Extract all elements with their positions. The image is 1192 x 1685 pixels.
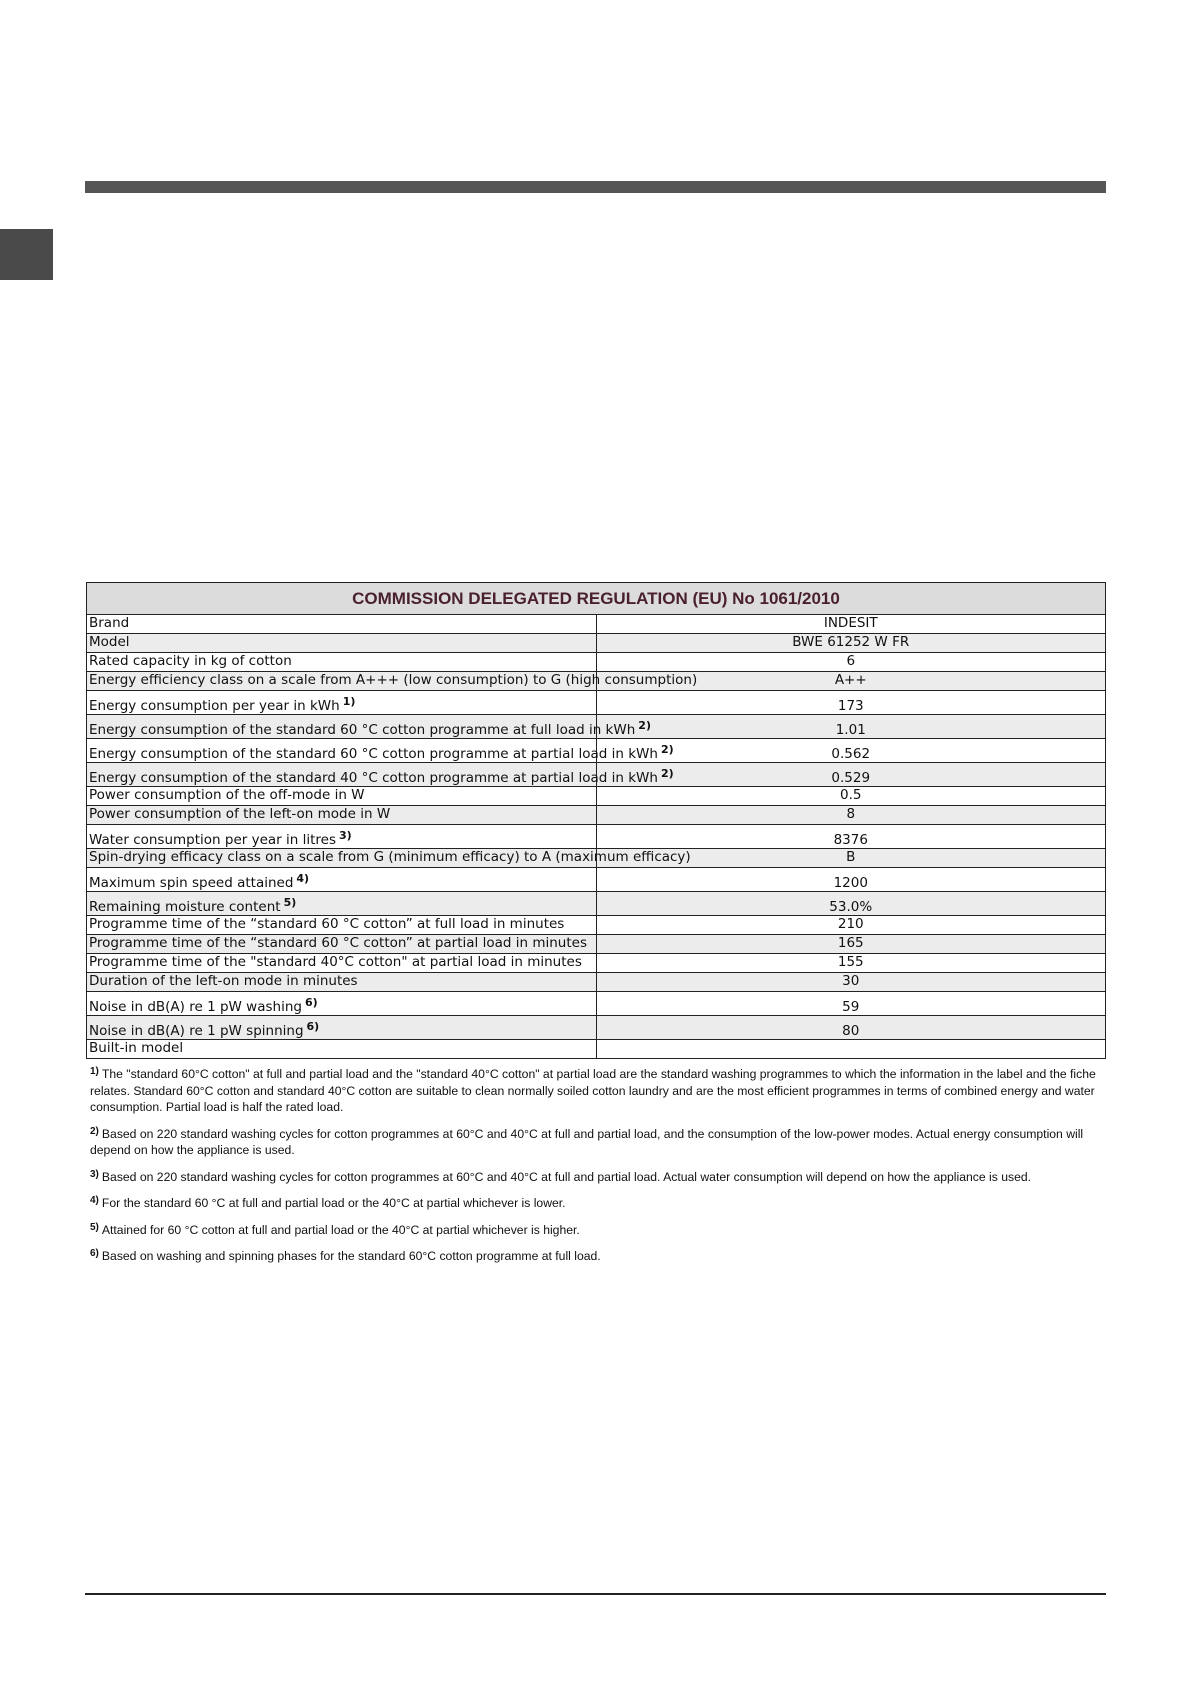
row-value: 1.01 [596, 715, 1106, 739]
row-label-cell [87, 992, 597, 1016]
table-row [87, 634, 1106, 653]
footnote-mark: 5) [90, 1221, 99, 1233]
row-label: Power consumption of the off-mode in W [89, 787, 365, 804]
footnote-ref: 4) [296, 871, 310, 885]
row-label-cell [87, 715, 651, 739]
regulation-table [86, 582, 1106, 1059]
table-row [87, 935, 1106, 954]
row-label: Spin-drying efficacy class on a scale from G (minimum efficacy) to A (maximum efficacy) [89, 849, 691, 866]
row-value: 0.5 [596, 787, 1106, 806]
footnote-mark: 3) [90, 1168, 99, 1180]
footnote-mark: 6) [90, 1248, 99, 1259]
row-label-cell [87, 763, 674, 787]
row-label: Energy efficiency class on a scale from A+++ (low consumption) to G (high consumption) [89, 672, 698, 689]
row-value: 53.0% [596, 892, 1106, 916]
row-value: B [596, 849, 1106, 868]
footnote-text: The "standard 60°C cotton" at full and partial load and the "standard 40°C cotton" at partial load are the standard washing programmes to which the information in the label and the fiche relates. Standard 60°C cotton and standard 40°C cotton are suitable to clean normally soiled cotton laundry and are the most efficient programmes in terms of combined energy and water consumption. Partial load is half the rated load. [90, 1067, 1096, 1114]
row-label: Energy consumption of the standard 60 °C cotton programme at full load in kWh [89, 721, 636, 738]
row-label: Programme time of the "standard 40°C cotton" at partial load in minutes [89, 954, 582, 971]
row-label: Duration of the left-on mode in minutes [89, 973, 358, 990]
row-label: Programme time of the “standard 60 °C cotton” at partial load in minutes [89, 935, 587, 952]
row-label: Programme time of the “standard 60 °C cotton” at full load in minutes [89, 916, 565, 933]
table-row [87, 825, 1106, 849]
row-value: 8 [596, 806, 1106, 825]
table-row [87, 954, 1106, 973]
row-label-cell [87, 615, 597, 634]
row-label: Energy consumption of the standard 40 °C cotton programme at partial load in kWh [89, 769, 658, 786]
row-value: BWE 61252 W FR [596, 634, 1106, 653]
table-body [87, 615, 1106, 1059]
row-value: INDESIT [596, 615, 1106, 634]
footnote-text: Based on washing and spinning phases for the standard 60°C cotton programme at full load. [101, 1249, 601, 1263]
row-label: Maximum spin speed attained [89, 874, 294, 891]
row-label: Noise in dB(A) re 1 pW washing [89, 998, 302, 1015]
row-label-cell [87, 634, 597, 653]
row-value: 0.562 [596, 739, 1106, 763]
footnote-ref: 2) [660, 766, 674, 780]
row-label-cell [87, 868, 597, 892]
row-label-cell [87, 954, 597, 973]
table-row [87, 916, 1106, 935]
row-label: Noise in dB(A) re 1 pW spinning [89, 1022, 304, 1039]
table-row [87, 892, 1106, 916]
row-label-cell [87, 787, 597, 806]
row-value: 6 [596, 653, 1106, 672]
footnote-mark: 1) [90, 1066, 99, 1077]
row-label: Energy consumption per year in kWh [89, 697, 340, 714]
row-value: 80 [596, 1016, 1106, 1040]
footnote-ref: 3) [339, 828, 352, 842]
footnote [90, 1193, 1102, 1212]
row-value: 155 [596, 954, 1106, 973]
row-label-cell [87, 825, 597, 849]
row-label-cell [87, 739, 674, 763]
table-title: COMMISSION DELEGATED REGULATION (EU) No 1061/2010 [87, 583, 1106, 615]
row-value: 8376 [596, 825, 1106, 849]
table-row [87, 849, 1106, 868]
row-value: 30 [596, 973, 1106, 992]
footnote-ref: 6) [304, 995, 318, 1009]
row-label: Water consumption per year in litres [89, 831, 337, 848]
footnote [90, 1246, 1102, 1265]
footnote-text: Based on 220 standard washing cycles for cotton programmes at 60°C and 40°C at full and partial load. Actual water consumption will depend on how the appliance is used. [101, 1169, 1032, 1184]
row-value [596, 1040, 1106, 1059]
footnote-ref: 2) [660, 742, 674, 756]
row-label: Built-in model [89, 1040, 184, 1057]
footnote-text: Based on 220 standard washing cycles for cotton programmes at 60°C and 40°C at full and partial load, and the consumption of the low-power modes. Actual energy consumption will depend on how the appliance is used. [90, 1126, 1084, 1157]
footnote-mark: 4) [90, 1195, 99, 1206]
row-value: 59 [596, 992, 1106, 1016]
footer-rule [85, 1593, 1106, 1595]
footnote-text: For the standard 60 °C at full and partial load or the 40°C at partial whichever is lower. [101, 1196, 566, 1210]
table-row [87, 1016, 1106, 1040]
row-label-cell [87, 806, 597, 825]
footnote-text: Attained for 60 °C cotton at full and partial load or the 40°C at partial whichever is higher. [101, 1222, 580, 1237]
row-value: 165 [596, 935, 1106, 954]
language-tab [0, 229, 53, 280]
footnote-mark: 2) [90, 1125, 99, 1137]
footnote-ref: 2) [638, 718, 651, 732]
row-value: 1200 [596, 868, 1106, 892]
row-label: Energy consumption of the standard 60 °C cotton programme at partial load in kWh [89, 745, 658, 762]
table-row [87, 763, 1106, 787]
row-label: Remaining moisture content [89, 898, 281, 915]
row-label-cell [87, 849, 691, 868]
row-label-cell [87, 1016, 597, 1040]
table-row [87, 787, 1106, 806]
footnote [90, 1220, 1102, 1239]
row-label-cell [87, 935, 597, 954]
table-row [87, 615, 1106, 634]
table-row [87, 868, 1106, 892]
row-label-cell [87, 653, 597, 672]
header-rule [85, 181, 1106, 193]
footnote [90, 1064, 1102, 1116]
table-row [87, 672, 1106, 691]
row-value: 210 [596, 916, 1106, 935]
table-row [87, 715, 1106, 739]
footnote-ref: 5) [283, 895, 297, 909]
table-row [87, 806, 1106, 825]
row-value: 0.529 [596, 763, 1106, 787]
row-value: 173 [596, 691, 1106, 715]
row-value: A++ [596, 672, 1106, 691]
table-row [87, 739, 1106, 763]
row-label-cell [87, 1040, 597, 1059]
row-label-cell [87, 892, 597, 916]
row-label: Rated capacity in kg of cotton [89, 653, 292, 670]
row-label: Brand [89, 615, 130, 632]
row-label-cell [87, 916, 597, 935]
footnote [90, 1124, 1102, 1159]
footnotes [90, 1064, 1102, 1273]
table-row [87, 973, 1106, 992]
table-row [87, 653, 1106, 672]
row-label-cell [87, 691, 597, 715]
row-label: Power consumption of the left-on mode in W [89, 806, 391, 823]
table-row [87, 691, 1106, 715]
row-label-cell [87, 672, 698, 691]
table-row [87, 992, 1106, 1016]
footnote-ref: 1) [342, 694, 356, 708]
footnote [90, 1167, 1102, 1186]
row-label-cell [87, 973, 597, 992]
row-label: Model [89, 634, 130, 651]
footnote-ref: 6) [306, 1019, 320, 1033]
table-row [87, 1040, 1106, 1059]
